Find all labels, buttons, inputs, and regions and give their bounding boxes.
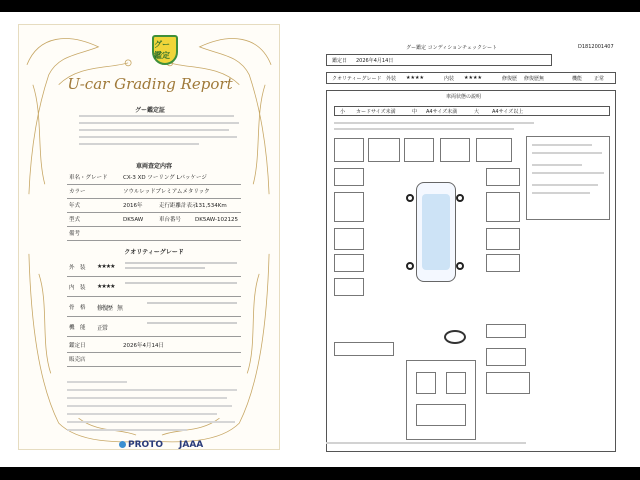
interior-callout [334, 342, 394, 356]
grade-exterior-label: 外装 [386, 76, 397, 82]
car-glass [422, 194, 450, 270]
damage-callout [334, 278, 364, 296]
vehicle-row-model: 型式 DK5AW 車台番号 DK5AW-102125 [67, 213, 241, 227]
vehicle-row-name: 車名・グレード CX-3 XD ツーリング Lパッケージ [67, 171, 241, 185]
damage-callout [334, 192, 364, 222]
check-sheet-title: グー鑑定 コンディションチェックシート [406, 45, 497, 51]
check-date-value: 2026年4月14日 [356, 58, 394, 64]
grade-exterior-value: ★★★★ [406, 75, 424, 81]
equipment-notes-box [526, 136, 610, 220]
certificate-seller-row: 販売店 [67, 353, 241, 367]
damage-callout [334, 168, 364, 186]
damage-callout [476, 138, 512, 162]
vehicle-row-color: カラー ソウルレッドプレミアムメタリック [67, 185, 241, 199]
equipment-line [532, 184, 598, 186]
legend-text-line [334, 128, 514, 130]
damage-callout [334, 138, 364, 162]
check-quality-label: クオリティーグレード [332, 76, 382, 82]
damage-callout [404, 138, 434, 162]
check-sheet-doc-number: D1812001407 [578, 44, 614, 50]
quality-row-exterior: 外 装 ★★★★ [67, 257, 241, 277]
wheel-icon [406, 194, 414, 202]
grade-function-value: 正常 [594, 76, 605, 82]
certificate-subtitle: グー鑑定証 [134, 107, 165, 114]
grade-interior-label: 内装 [444, 76, 455, 82]
damage-callout [334, 254, 364, 272]
quality-row-interior: 内 装 ★★★★ [67, 277, 241, 297]
equipment-line [532, 152, 602, 154]
quality-section-heading: クオリティーグレード [124, 249, 184, 256]
damage-callout [486, 254, 520, 272]
size-medium-desc: A4サイズ未満 [426, 109, 458, 115]
grade-repair-label: 修復歴 [502, 76, 518, 82]
vehicle-row-remarks: 備考 [67, 227, 241, 241]
certificate-notes [67, 381, 241, 437]
intro-text-block [79, 115, 239, 150]
legend-text-line [334, 122, 534, 124]
grade-interior-value: ★★★★ [464, 75, 482, 81]
interior-callout [486, 324, 526, 338]
vehicle-row-year: 年式 2016年 走行距離計表示 131,534Km [67, 199, 241, 213]
interior-callout [486, 348, 526, 366]
wheel-icon [456, 262, 464, 270]
grade-repair-value: 修復歴無 [524, 76, 545, 82]
proto-logo-mark [119, 441, 126, 448]
vehicle-section-heading: 車両査定内容 [135, 163, 172, 170]
certificate-date-row: 鑑定日 2026年4月14日 [67, 339, 241, 353]
seat-icon [446, 372, 466, 394]
equipment-line [532, 172, 604, 174]
condition-check-sheet [326, 42, 616, 452]
wheel-icon [406, 262, 414, 270]
certificate-title: U-car Grading Report [67, 75, 233, 93]
seat-icon [416, 372, 436, 394]
equipment-line [532, 164, 582, 166]
grade-function-label: 機能 [572, 76, 583, 82]
grading-certificate [18, 24, 280, 450]
size-large-desc: A4サイズ以上 [492, 109, 524, 115]
steering-wheel-icon [444, 330, 466, 344]
equipment-line [532, 144, 592, 146]
wheel-icon [456, 194, 464, 202]
quality-row-function: 機 能 正常 [67, 317, 241, 337]
vehicle-state-heading: 車両状態の説明 [446, 94, 482, 100]
proto-logo: PROTO [119, 440, 163, 450]
jaaa-logo: JAAA [179, 440, 204, 450]
damage-callout [334, 228, 364, 250]
size-large-label: 大 [474, 109, 480, 115]
size-medium-label: 中 [412, 109, 418, 115]
damage-callout [486, 228, 520, 250]
rear-seat-icon [416, 404, 466, 426]
damage-callout [440, 138, 470, 162]
footer-note-line [326, 442, 526, 444]
damage-callout [486, 192, 520, 222]
document-page [0, 12, 640, 467]
vehicle-top-view [386, 172, 486, 292]
size-small-desc: カードサイズ未満 [356, 109, 396, 115]
damage-callout [368, 138, 400, 162]
goo-kantei-badge: グー鑑定 [152, 35, 178, 65]
quality-row-frame: 骨 格 修復歴 無 [67, 297, 241, 317]
interior-callout [486, 372, 530, 394]
size-small-label: 小 [340, 109, 346, 115]
check-date-label: 鑑定日 [332, 58, 348, 64]
equipment-line [532, 192, 590, 194]
damage-callout [486, 168, 520, 186]
